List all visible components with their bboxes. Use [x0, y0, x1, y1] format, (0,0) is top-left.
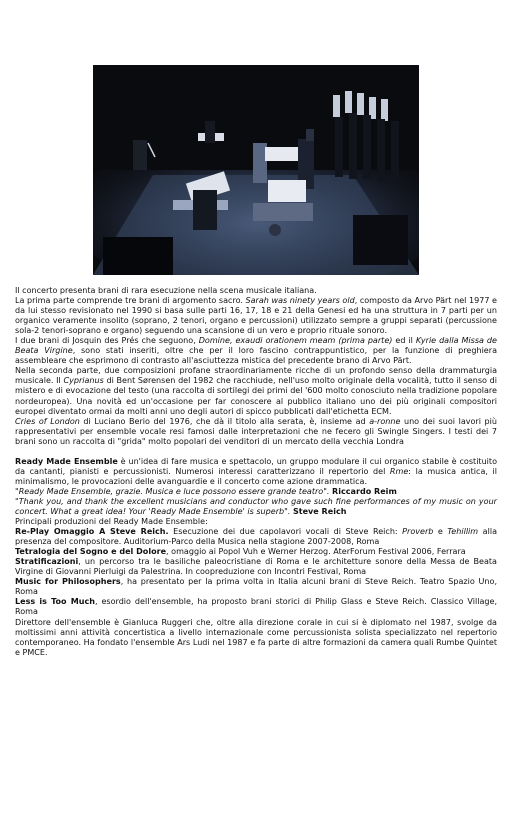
- production-item: Stratificazioni, un percorso tra le basiliche paleocristiane di Roma e le architetture sonore della Messa de Beata Virgine di Giovanni Pierluigi da Palestrina. In coopreduzione con Incontri Festival, Roma: [15, 557, 497, 577]
- paragraph: Nella seconda parte, due composizioni profane straordinariamente ricche di un profondo senso della drammaturgia musicale. Il Cyprianus di Bent Sørensen del 1982 che racchiude, nell'uso molto originale della vocalità, tutto il senso di mistero e di evocazione del testo (una raccolta di sortilegi dei primi del '600 molto conosciuto nella tradizione popolare nordeuropea). Una novità ed un'occasione per far conoscere al pubblico italiano uno dei più originali compositori europei diventato ormai da molti anni uno degli autori di spicco pubblicati dall'etichetta ECM.: [15, 366, 497, 416]
- paragraph: I due brani di Josquin des Prés che seguono, Domine, exaudi orationem meam (prima parte) ed il Kyrie dalla Missa de Beata Virgine, sono stati inseriti, oltre che per il loro fascino contrappuntistico, per la funzione di preghiera assembleare che esprimono di contrasto all'asciuttezza mistica del precedente brano di Arvo Pärt.: [15, 336, 497, 366]
- director-bio: Direttore dell'ensemble è Gianluca Ruggeri che, oltre alla direzione corale in cui si è diplomato nel 1987, svolge da moltissimi anni attività concertistica a livello internazionale come percussionista solista specializzato nel repertorio contemporaneo. Ha fondato l'ensemble Ars Ludi nel 1987 e fa parte di altre formazioni da camera quali Rumbe Quintet e PMCE.: [15, 617, 497, 657]
- concert-stage-photo: [93, 65, 419, 275]
- production-item: Tetralogia del Sogno e del Dolore, omaggio ai Popol Vuh e Werner Herzog. AterForum Festival 2006, Ferrara: [15, 547, 466, 557]
- paragraph: La prima parte comprende tre brani di argomento sacro. Sarah was ninety years old, composto da Arvo Pärt nel 1977 e da lui stesso revisionato nel 1990 si basa sulle parti 16, 17, 18 e 21 della Genesi ed ha una struttura in 7 parti per un organico veramente insolito (soprano, 2 tenori, organo e percussioni) utilizzato sempre a gruppi separati (percussione sola-2 tenori-soprano e organo) seguendo una scansione di un vero e proprio rituale sonoro.: [15, 296, 498, 336]
- production-item: Music for Philosophers, ha presentato per la prima volta in Italia alcuni brani di Steve Reich. Teatro Spazio Uno, Roma: [15, 577, 497, 597]
- section-gap: [15, 447, 497, 457]
- intro-section: [15, 286, 497, 447]
- quote-reich: "Thank you, and thank the excellent musicians and conductor who gave such fine performances of my music on your concert. What a great idea! Your 'Ready Made Ensemble' is superb". Steve Reich: [15, 496, 497, 516]
- stage-illustration: [93, 65, 419, 275]
- paragraph: Il concerto presenta brani di rara esecuzione nella scena musicale italiana.: [15, 286, 317, 295]
- ensemble-section: [15, 457, 497, 658]
- paragraph: Cries of London di Luciano Berio del 1976, che dà il titolo alla serata, è, insieme ad a-ronne uno dei suoi lavori più rappresentativi per ensemble vocale resi famosi dalle interpretazioni che ne fecero gli Swingle Singers. I testi dei 7 brani sono un raccolta di "grida" molto popolari dei venditori di un mercato della vecchia Londra: [15, 416, 497, 446]
- article-text: [15, 286, 497, 658]
- productions-heading: Principali produzioni del Ready Made Ensemble:: [15, 517, 208, 527]
- paragraph: Ready Made Ensemble è un'idea di fare musica e spettacolo, un gruppo modulare il cui organico stabile è costituito da cantanti, pianisti e percussionisti. Numerosi interessi caratterizzano il repertorio del Rme: la musica antica, il minimalismo, le provocazioni delle avanguardie e il concerto come azione drammatica.: [15, 456, 497, 486]
- production-item: Less is Too Much, esordio dell'ensemble, ha proposto brani storici di Philip Glass e Steve Reich. Classico Village, Roma: [15, 597, 498, 617]
- quote-reim: "Ready Made Ensemble, grazie. Musica e luce possono essere grande teatro". Riccardo Reim: [15, 486, 397, 496]
- production-item: Re-Play Omaggio A Steve Reich. Esecuzione dei due capolavori vocali di Steve Reich: Proverb e Tehillim alla presenza del compositore. Auditorium-Parco della Musica nella stagione 2007-2008, Roma: [15, 527, 497, 547]
